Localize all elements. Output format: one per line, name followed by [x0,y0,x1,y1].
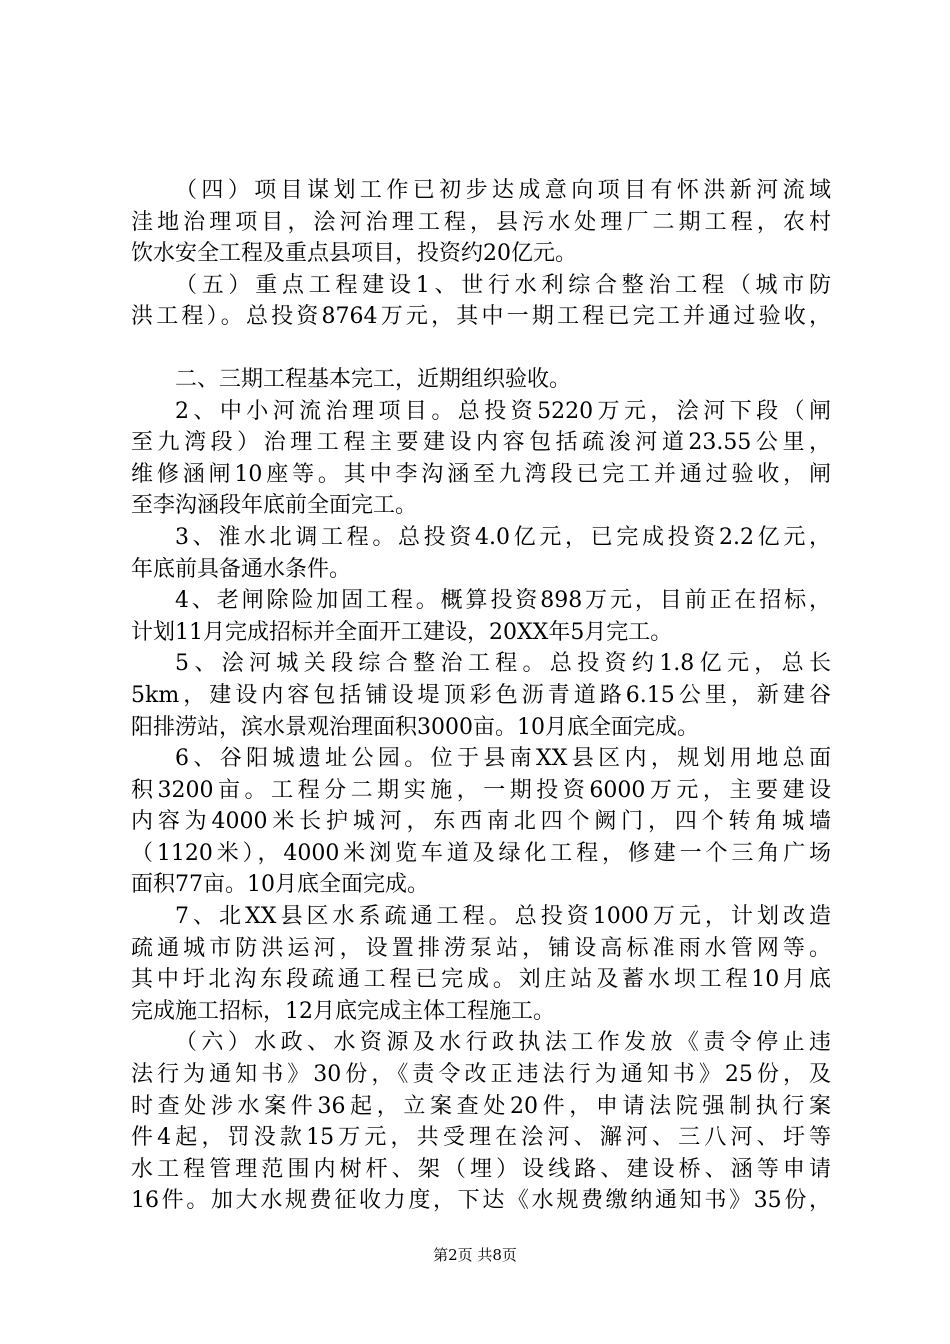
paragraph-project-7 [131,901,831,1027]
text-line: 二、三期工程基本完工，近期组织验收。 [175,366,572,392]
text-line: 年底前具备通水条件。 [131,556,352,582]
text-line: 4、老闸除险加固工程。概算投资898万元，目前正在招标， [175,588,831,614]
text-line: （四）项目谋划工作已初步达成意向项目有怀洪新河流域 [175,178,831,203]
text-line: 计划11月完成招标并全面开工建设，20XX年5月完工。 [131,619,673,645]
paragraph-project-4 [131,585,831,648]
text-line: （五）重点工程建设1、世行水利综合整治工程（城市防 [175,272,831,298]
text-line: 维修涵闸10座等。其中李沟涵至九湾段已完工并通过验收，闸 [131,461,831,487]
text-line: 饮水安全工程及重点县项目，投资约20亿元。 [131,241,577,267]
text-line: 水工程管理范围内树杆、架（埋）设线路、建设桥、涵等申请 [131,1156,831,1182]
text-line: 积3200亩。工程分二期实施，一期投资6000万元，主要建设 [131,777,831,803]
text-line: 面积77亩。10月底全面完成。 [131,872,429,898]
text-line: （六）水政、水资源及水行政执法工作发放《责令停止违 [175,1030,831,1056]
text-line: 16件。加大水规费征收力度，下达《水规费缴纳通知书》35份， [131,1188,831,1214]
page-number: 第2页 共8页 [433,1246,517,1264]
text-line: 2、中小河流治理项目。总投资5220万元，浍河下段（闸 [175,398,831,424]
paragraph-item-6 [131,1027,831,1217]
blank-line [131,333,831,364]
document-body [131,175,831,1217]
text-line: 5、浍河城关段综合整治工程。总投资约1.8亿元，总长 [175,651,831,677]
text-line: 至李沟涵段年底前全面完工。 [131,493,418,519]
text-line: 其中圩北沟东段疏通工程已完成。刘庄站及蓄水坝工程10月底 [131,967,831,993]
paragraph-item-5 [131,270,831,333]
paragraph-project-5 [131,648,831,743]
paragraph-project-2 [131,396,831,522]
paragraph-phase-2-3 [131,364,831,396]
text-line: 完成施工招标，12月底完成主体工程施工。 [131,998,555,1024]
text-line: 件4起，罚没款15万元，共受理在浍河、澥河、三八河、圩等 [131,1125,831,1151]
text-line: 阳排涝站，滨水景观治理面积3000亩。10月底全面完成。 [131,714,699,740]
text-line: 法行为通知书》30份，《责令改正违法行为通知书》25份，及 [131,1062,831,1088]
text-line: 洪工程）。总投资8764万元，其中一期工程已完工并通过验收， [131,304,831,330]
text-line: 6、谷阳城遗址公园。位于县南XX县区内，规划用地总面 [175,746,831,772]
paragraph-project-6 [131,743,831,901]
paragraph-item-4 [131,175,831,270]
text-line: （1120米），4000米浏览车道及绿化工程，修建一个三角广场 [131,840,831,866]
text-line: 至九湾段）治理工程主要建设内容包括疏浚河道23.55公里， [131,430,831,456]
text-line: 疏通城市防洪运河，设置排涝泵站，铺设高标准雨水管网等。 [131,935,831,961]
text-line: 5km，建设内容包括铺设堤顶彩色沥青道路6.15公里，新建谷 [131,682,831,708]
text-line: 3、淮水北调工程。总投资4.0亿元，已完成投资2.2亿元， [175,524,831,550]
page-footer [0,1244,950,1265]
text-line: 7、北XX县区水系疏通工程。总投资1000万元，计划改造 [175,904,831,930]
paragraph-project-3 [131,522,831,585]
text-line: 内容为4000米长护城河，东西南北四个阙门，四个转角城墙 [131,809,831,835]
text-line: 时查处涉水案件36起，立案查处20件，申请法院强制执行案 [131,1093,831,1119]
text-line: 洼地治理项目，浍河治理工程，县污水处理厂二期工程，农村 [131,209,831,235]
